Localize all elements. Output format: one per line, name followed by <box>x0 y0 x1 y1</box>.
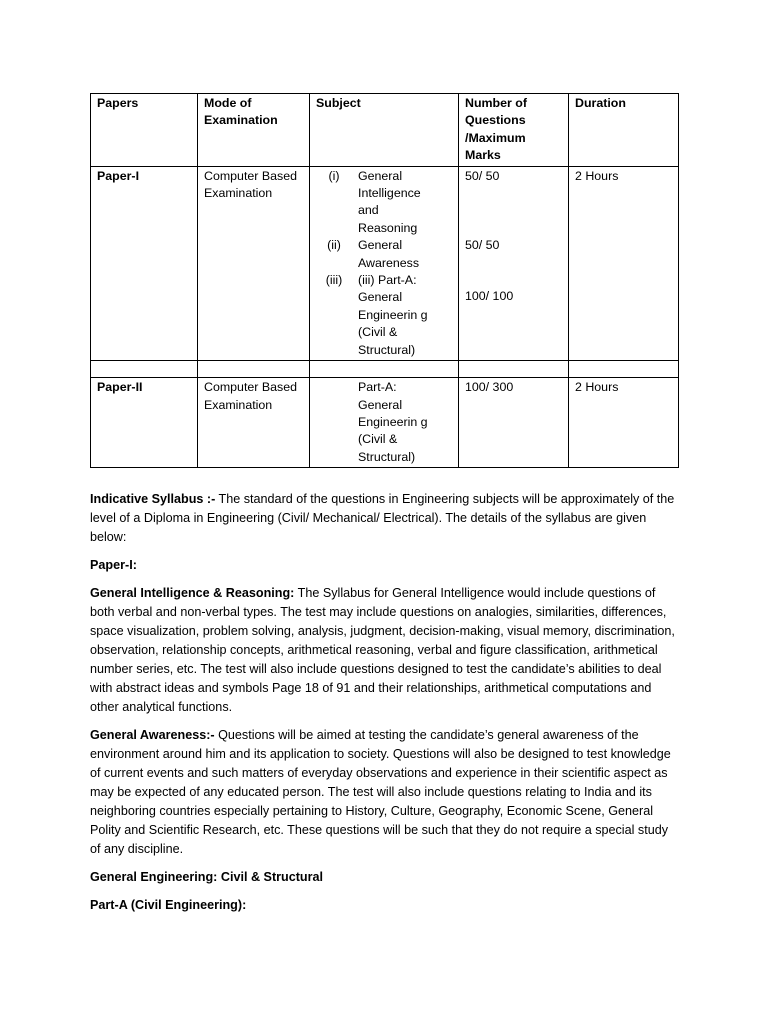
table-header-row <box>91 94 679 167</box>
exam-scheme-table <box>90 93 679 468</box>
subject-text: (iii) Part-A: General Engineerin g (Civil & Structural) <box>358 273 428 357</box>
paper2-mode: Computer Based Examination <box>198 378 310 468</box>
paper1-subjects <box>310 166 459 360</box>
header-subject: Subject <box>310 94 459 167</box>
paper1-duration: 2 Hours <box>569 166 679 360</box>
table-row-paper1 <box>91 166 679 360</box>
paper1-marks <box>459 166 569 360</box>
paper1-mode: Computer Based Examination <box>198 166 310 360</box>
paper1-heading: Paper-I: <box>90 558 137 572</box>
header-papers: Papers <box>91 94 198 167</box>
paper1-name: Paper-I <box>91 166 198 360</box>
subject-number: (ii) <box>327 238 341 253</box>
marks-value: 50/ 50 <box>465 168 500 183</box>
paper2-marks: 100/ 300 <box>459 378 569 468</box>
ga-label: General Awareness:- <box>90 728 215 742</box>
paper2-duration: 2 Hours <box>569 378 679 468</box>
indicative-label: Indicative Syllabus :- <box>90 492 216 506</box>
subject-text: General Awareness <box>358 238 420 270</box>
header-duration: Duration <box>569 94 679 167</box>
subject-number: (i) <box>328 168 340 183</box>
gir-label: General Intelligence & Reasoning: <box>90 586 295 600</box>
header-questions-marks: Number of Questions /Maximum Marks <box>459 94 569 167</box>
paper2-name: Paper-II <box>91 378 198 468</box>
subject-text: Part-A: General Engineerin g (Civil & Structural) <box>358 380 428 464</box>
header-mode: Mode of Examination <box>198 94 310 167</box>
subject-item <box>310 168 458 238</box>
ga-text: Questions will be aimed at testing the candidate’s general awareness of the environment around him and its application to society. Questions will also be designed to test knowledge of current events and such matters of everyday observations and experience in their scientific aspect as may be expected of any educated person. The test will also include questions relating to India and its neighboring countries especially pertaining to History, Culture, Geography, Economic Scene, General Polity and Scientific Research, etc. These questions will be such that they do not require a special study of any discipline. <box>90 728 671 856</box>
ge-heading: General Engineering: Civil & Structural <box>90 870 324 884</box>
paper2-subject <box>310 378 459 468</box>
subject-number: (iii) <box>325 273 343 288</box>
table-row-paper2 <box>91 378 679 468</box>
syllabus-body <box>90 490 680 924</box>
indicative-text: The standard of the questions in Engineering subjects will be approximately of the level of a Diploma in Engineering (Civil/ Mechanical/ Electrical). The details of the syllabus are given below: <box>90 492 675 544</box>
subject-item <box>310 237 458 272</box>
subject-text: General Intelligence and Reasoning <box>358 168 421 235</box>
table-spacer-row <box>91 361 679 378</box>
ga-paragraph <box>90 726 680 859</box>
gir-text: The Syllabus for General Intelligence would include questions of both verbal and non-verbal types. The test may include questions on analogies, similarities, differences, space visualization, problem solving, analysis, judgment, decision-making, visual memory, discrimination, observation, relationship concepts, arithmetical reasoning, verbal and figure classification, arithmetical number series, etc. The test will also include questions designed to test the candidate’s abilities to deal with abstract ideas and symbols Page 18 of 91 and their relationships, arithmetical computations and other analytical functions. <box>90 586 675 714</box>
marks-value: 50/ 50 <box>465 238 500 253</box>
indicative-paragraph <box>90 490 680 547</box>
gir-paragraph <box>90 584 680 717</box>
parta-heading: Part-A (Civil Engineering): <box>90 898 247 912</box>
marks-value: 100/ 100 <box>465 289 514 304</box>
subject-item <box>310 272 458 359</box>
